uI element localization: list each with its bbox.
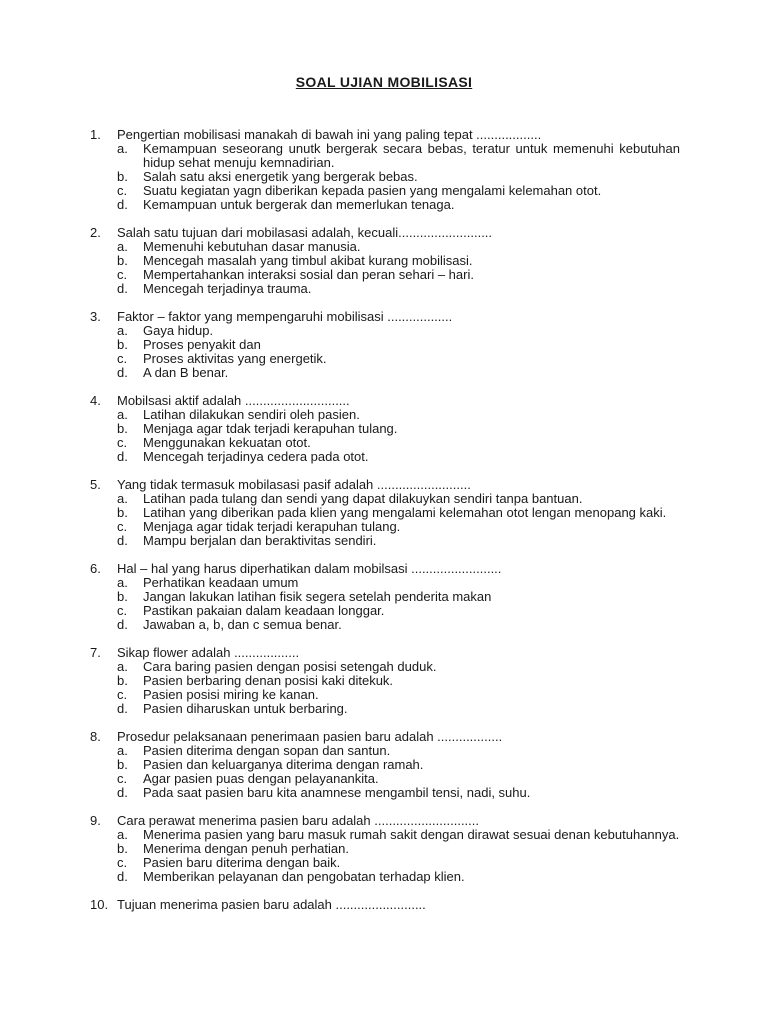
option-text: Kemampuan untuk bergerak dan memerlukan tenaga. — [143, 197, 455, 212]
option-text: Pastikan pakaian dalam keadaan longgar. — [143, 603, 385, 618]
option-letter: b. — [117, 253, 128, 268]
option-letter: a. — [117, 743, 128, 758]
option-letter: c. — [117, 603, 128, 618]
option-letter: d. — [117, 701, 128, 716]
answer-options — [90, 142, 680, 212]
answer-option — [90, 366, 680, 380]
answer-option — [90, 240, 680, 254]
answer-option — [90, 198, 680, 212]
option-text: Jawaban a, b, dan c semua benar. — [143, 617, 342, 632]
option-letter: a. — [117, 141, 128, 156]
option-text: Menggunakan kekuatan otot. — [143, 435, 311, 450]
option-letter: a. — [117, 659, 128, 674]
option-letter: b. — [117, 757, 128, 772]
option-text: Memenuhi kebutuhan dasar manusia. — [143, 239, 361, 254]
answer-option — [90, 660, 680, 674]
option-letter: c. — [117, 687, 128, 702]
option-text: Memberikan pelayanan dan pengobatan terhadap klien. — [143, 869, 465, 884]
question-text: Sikap flower adalah .................. — [117, 645, 300, 660]
option-letter: c. — [117, 351, 128, 366]
question-text: Faktor – faktor yang mempengaruhi mobilisasi .................. — [117, 309, 453, 324]
question-text: Hal – hal yang harus diperhatikan dalam mobilsasi ......................... — [117, 561, 502, 576]
answer-option — [90, 856, 680, 870]
option-letter: d. — [117, 533, 128, 548]
answer-option — [90, 408, 680, 422]
answer-option — [90, 170, 680, 184]
answer-option — [90, 604, 680, 618]
option-text: Agar pasien puas dengan pelayanankita. — [143, 771, 379, 786]
option-letter: d. — [117, 785, 128, 800]
option-text: Menjaga agar tidak terjadi kerapuhan tulang. — [143, 519, 401, 534]
option-letter: b. — [117, 673, 128, 688]
answer-options — [90, 324, 680, 380]
question-item — [90, 562, 680, 632]
option-text: Mencegah masalah yang timbul akibat kurang mobilisasi. — [143, 253, 473, 268]
option-letter: a. — [117, 827, 128, 842]
question-text: Pengertian mobilisasi manakah di bawah ini yang paling tepat .................. — [117, 127, 542, 142]
question-line — [90, 814, 680, 828]
option-letter: b. — [117, 841, 128, 856]
question-item — [90, 226, 680, 296]
option-letter: d. — [117, 281, 128, 296]
option-text: Mempertahankan interaksi sosial dan peran sehari – hari. — [143, 267, 474, 282]
answer-option — [90, 534, 680, 548]
option-text: Jangan lakukan latihan fisik segera setelah penderita makan — [143, 589, 492, 604]
answer-option — [90, 618, 680, 632]
option-letter: b. — [117, 589, 128, 604]
answer-options — [90, 240, 680, 296]
option-text: Suatu kegiatan yagn diberikan kepada pasien yang mengalami kelemahan otot. — [143, 183, 602, 198]
option-text: Salah satu aksi energetik yang bergerak bebas. — [143, 169, 418, 184]
option-text: Menjaga agar tdak terjadi kerapuhan tulang. — [143, 421, 398, 436]
option-letter: c. — [117, 183, 128, 198]
question-item — [90, 814, 680, 884]
question-number: 7. — [90, 645, 101, 660]
answer-options — [90, 744, 680, 800]
option-text: Perhatikan keadaan umum — [143, 575, 299, 590]
option-text: Proses aktivitas yang energetik. — [143, 351, 327, 366]
answer-option — [90, 744, 680, 758]
option-letter: c. — [117, 435, 128, 450]
answer-option — [90, 254, 680, 268]
option-text: Pasien berbaring denan posisi kaki ditekuk. — [143, 673, 394, 688]
option-text: A dan B benar. — [143, 365, 229, 380]
answer-option — [90, 338, 680, 352]
option-letter: b. — [117, 337, 128, 352]
answer-option — [90, 674, 680, 688]
option-letter: c. — [117, 267, 128, 282]
question-text: Mobilsasi aktif adalah ............................. — [117, 393, 350, 408]
answer-option — [90, 786, 680, 800]
option-letter: b. — [117, 169, 128, 184]
question-item — [90, 646, 680, 716]
option-letter: a. — [117, 407, 128, 422]
question-item — [90, 310, 680, 380]
question-number: 4. — [90, 393, 101, 408]
question-line — [90, 128, 680, 142]
answer-option — [90, 758, 680, 772]
question-text: Prosedur pelaksanaan penerimaan pasien baru adalah .................. — [117, 729, 503, 744]
option-letter: b. — [117, 421, 128, 436]
answer-option — [90, 842, 680, 856]
answer-option — [90, 590, 680, 604]
answer-option — [90, 520, 680, 534]
answer-option — [90, 702, 680, 716]
document-title: SOAL UJIAN MOBILISASI — [295, 74, 473, 90]
question-item — [90, 730, 680, 800]
option-text: Pasien diharuskan untuk berbaring. — [143, 701, 348, 716]
question-number: 10. — [90, 897, 109, 912]
option-text: Cara baring pasien dengan posisi setengah duduk. — [143, 659, 437, 674]
answer-option — [90, 282, 680, 296]
option-text: Menerima dengan penuh perhatian. — [143, 841, 349, 856]
question-number: 5. — [90, 477, 101, 492]
option-letter: b. — [117, 505, 128, 520]
option-text: Menerima pasien yang baru masuk rumah sakit dengan dirawat sesuai denan kebutuhannya. — [143, 827, 680, 842]
question-line — [90, 646, 680, 660]
question-text: Tujuan menerima pasien baru adalah ......................... — [117, 897, 426, 912]
option-letter: d. — [117, 617, 128, 632]
question-number: 8. — [90, 729, 101, 744]
answer-option — [90, 576, 680, 590]
option-letter: a. — [117, 239, 128, 254]
option-text: Latihan yang diberikan pada klien yang mengalami kelemahan otot lengan menopang kaki. — [143, 505, 667, 520]
answer-option — [90, 688, 680, 702]
question-number: 3. — [90, 309, 101, 324]
answer-option — [90, 450, 680, 464]
answer-option — [90, 772, 680, 786]
question-list — [90, 128, 680, 926]
option-letter: d. — [117, 197, 128, 212]
question-item — [90, 394, 680, 464]
answer-option — [90, 436, 680, 450]
option-letter: a. — [117, 491, 128, 506]
answer-option — [90, 268, 680, 282]
question-line — [90, 898, 680, 912]
option-letter: c. — [117, 519, 128, 534]
answer-options — [90, 408, 680, 464]
option-text: Pasien baru diterima dengan baik. — [143, 855, 341, 870]
question-number: 2. — [90, 225, 101, 240]
question-line — [90, 478, 680, 492]
option-text: Latihan dilakukan sendiri oleh pasien. — [143, 407, 360, 422]
answer-option — [90, 870, 680, 884]
option-text: Pada saat pasien baru kita anamnese mengambil tensi, nadi, suhu. — [143, 785, 531, 800]
answer-options — [90, 828, 680, 884]
question-line — [90, 394, 680, 408]
question-line — [90, 562, 680, 576]
question-line — [90, 310, 680, 324]
option-text: Kemampuan seseorang unutk bergerak secara bebas, teratur untuk memenuhi kebutuhan hidup sehat menuju kemnadirian. — [143, 141, 680, 170]
answer-option — [90, 142, 680, 170]
option-letter: d. — [117, 869, 128, 884]
option-text: Mampu berjalan dan beraktivitas sendiri. — [143, 533, 377, 548]
answer-option — [90, 184, 680, 198]
option-text: Proses penyakit dan — [143, 337, 261, 352]
question-text: Cara perawat menerima pasien baru adalah ............................. — [117, 813, 480, 828]
question-line — [90, 730, 680, 744]
answer-option — [90, 506, 680, 520]
option-text: Gaya hidup. — [143, 323, 214, 338]
answer-option — [90, 828, 680, 842]
question-text: Salah satu tujuan dari mobilasasi adalah, kecuali.......................... — [117, 225, 493, 240]
question-item — [90, 128, 680, 212]
question-line — [90, 226, 680, 240]
option-text: Latihan pada tulang dan sendi yang dapat dilakuykan sendiri tanpa bantuan. — [143, 491, 583, 506]
answer-option — [90, 324, 680, 338]
question-item — [90, 478, 680, 548]
question-text: Yang tidak termasuk mobilasasi pasif adalah .......................... — [117, 477, 471, 492]
option-text: Pasien dan keluarganya diterima dengan ramah. — [143, 757, 424, 772]
option-letter: c. — [117, 855, 128, 870]
option-text: Mencegah terjadinya trauma. — [143, 281, 312, 296]
answer-option — [90, 352, 680, 366]
option-letter: d. — [117, 365, 128, 380]
option-letter: d. — [117, 449, 128, 464]
answer-option — [90, 422, 680, 436]
answer-option — [90, 492, 680, 506]
question-number: 1. — [90, 127, 101, 142]
option-letter: c. — [117, 771, 128, 786]
question-item — [90, 898, 680, 912]
answer-options — [90, 492, 680, 548]
answer-options — [90, 576, 680, 632]
question-number: 6. — [90, 561, 101, 576]
option-text: Pasien diterima dengan sopan dan santun. — [143, 743, 391, 758]
answer-options — [90, 660, 680, 716]
option-text: Pasien posisi miring ke kanan. — [143, 687, 319, 702]
question-number: 9. — [90, 813, 101, 828]
option-letter: a. — [117, 323, 128, 338]
option-letter: a. — [117, 575, 128, 590]
option-text: Mencegah terjadinya cedera pada otot. — [143, 449, 369, 464]
